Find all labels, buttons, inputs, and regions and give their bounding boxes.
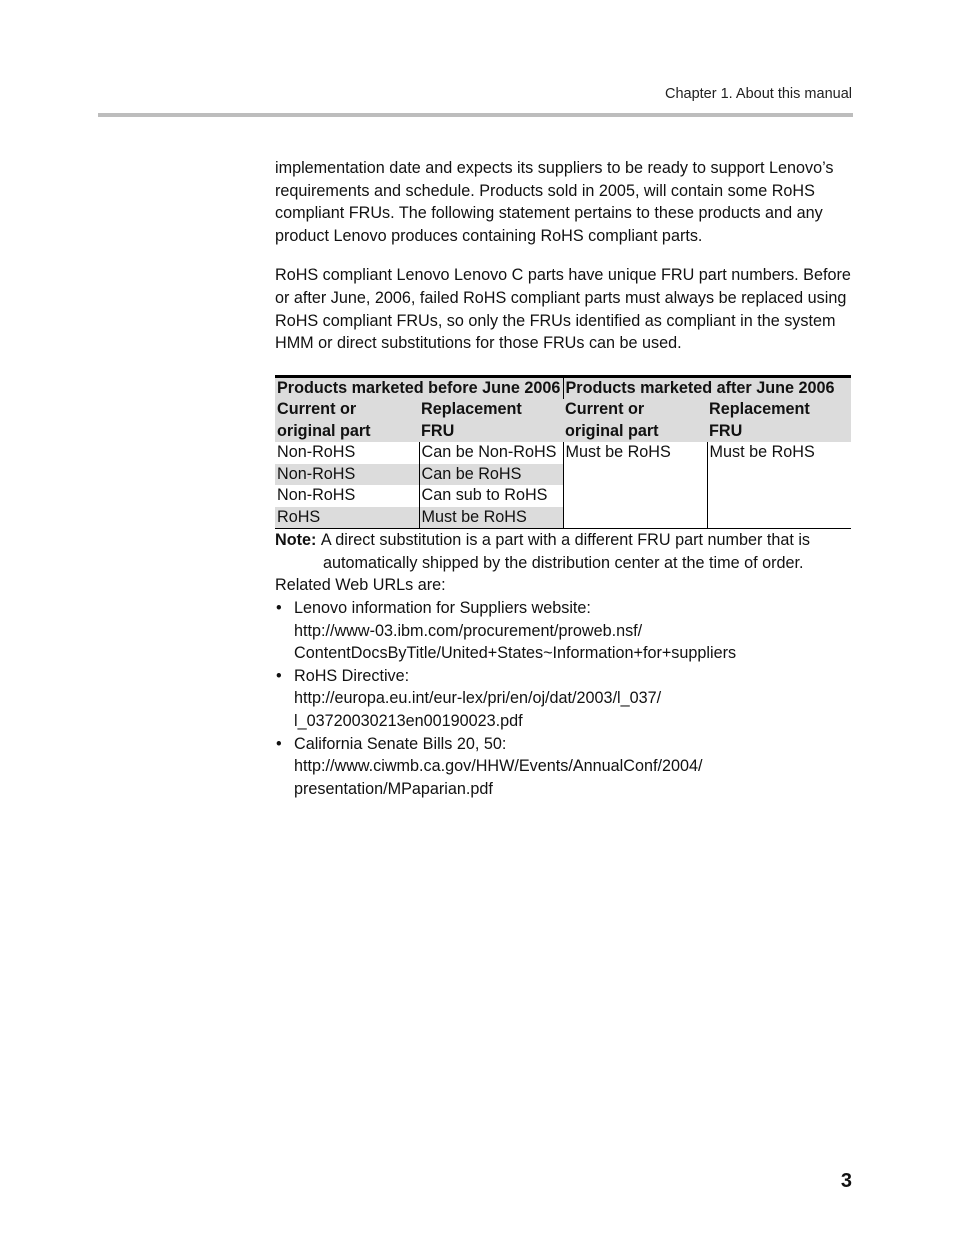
column-header-line: Current or	[277, 400, 357, 419]
paragraph-implementation: implementation date and expects its suppliers to be ready to support Lenovo’s requirements and schedule. Products sold in 2005, will contain some RoHS compliant FRUs. The following statement pertains to these products and any product Lenovo produces containing RoHS compliant parts.	[275, 159, 834, 245]
table-cell: Non-RoHS	[275, 464, 419, 486]
group-header-after: Products marketed after June 2006	[563, 376, 851, 399]
list-item-title: Lenovo information for Suppliers website:	[294, 599, 591, 618]
table-cell: Can be RoHS	[419, 464, 563, 486]
list-item-title: California Senate Bills 20, 50:	[294, 734, 507, 753]
table-row	[275, 442, 851, 464]
main-content	[275, 157, 853, 800]
bullet: •	[276, 734, 282, 753]
table-cell: Can sub to RoHS	[419, 485, 563, 507]
page-number: 3	[840, 1170, 852, 1192]
url-link[interactable]: presentation/MPaparian.pdf	[294, 779, 493, 798]
list-item-title: RoHS Directive:	[294, 666, 410, 685]
rohs-fru-table	[275, 375, 851, 530]
table-cell: RoHS	[275, 507, 419, 529]
list-item	[275, 733, 853, 801]
url-link[interactable]: http://europa.eu.int/eur-lex/pri/en/oj/dat/2003/l_037/	[294, 689, 662, 708]
note-block	[275, 529, 853, 574]
table-cell: Non-RoHS	[277, 443, 356, 462]
column-header-line: FRU	[421, 421, 455, 440]
group-header-before: Products marketed before June 2006	[277, 378, 561, 397]
table-group-header-row	[275, 376, 851, 399]
list-item	[275, 665, 853, 733]
bullet: •	[276, 666, 282, 685]
url-link[interactable]: l_03720030213en00190023.pdf	[294, 712, 523, 730]
url-link[interactable]: http://www.ciwmb.ca.gov/HHW/Events/AnnualConf/2004/	[294, 757, 703, 776]
table-cell: Must be RoHS	[419, 507, 563, 529]
related-urls-intro: Related Web URLs are:	[275, 576, 446, 595]
url-link[interactable]: ContentDocsByTitle/United+States~Information+for+suppliers	[294, 644, 737, 663]
table-cell-after-current: Must be RoHS	[563, 442, 707, 529]
column-header-line: original part	[277, 421, 371, 440]
column-header-line: original part	[565, 421, 659, 440]
column-header-line: FRU	[709, 421, 743, 440]
note-label: Note:	[275, 531, 317, 550]
table-cell-after-replacement: Must be RoHS	[707, 442, 851, 529]
column-header-line: Replacement	[421, 400, 522, 419]
table-cell: Non-RoHS	[277, 486, 356, 505]
related-urls-list	[275, 597, 853, 800]
column-header-replacement-after	[707, 399, 851, 442]
paragraph-rohs-compliant: RoHS compliant Lenovo Lenovo C parts have unique FRU part numbers. Before or after June, 2006, failed RoHS compliant parts must always be replaced using RoHS compliant FRUs, so only the FRUs identified as compliant in the system HMM or direct substitutions for those FRUs can be used.	[275, 266, 851, 353]
url-link[interactable]: http://www-03.ibm.com/procurement/proweb.nsf/	[294, 621, 643, 640]
table-column-header-row	[275, 399, 851, 442]
bullet: •	[276, 599, 282, 618]
column-header-line: Replacement	[709, 400, 810, 419]
header-rule	[98, 113, 853, 117]
running-header: Chapter 1. About this manual	[664, 86, 852, 102]
column-header-line: Current or	[565, 400, 645, 419]
column-header-current-before	[275, 399, 419, 442]
table-cell: Can be Non-RoHS	[419, 442, 563, 464]
column-header-replacement-before	[419, 399, 563, 442]
note-text: A direct substitution is a part with a different FRU part number that is automatically shipped by the distribution center at the time of order.	[320, 531, 811, 572]
list-item	[275, 597, 853, 665]
column-header-current-after	[563, 399, 707, 442]
